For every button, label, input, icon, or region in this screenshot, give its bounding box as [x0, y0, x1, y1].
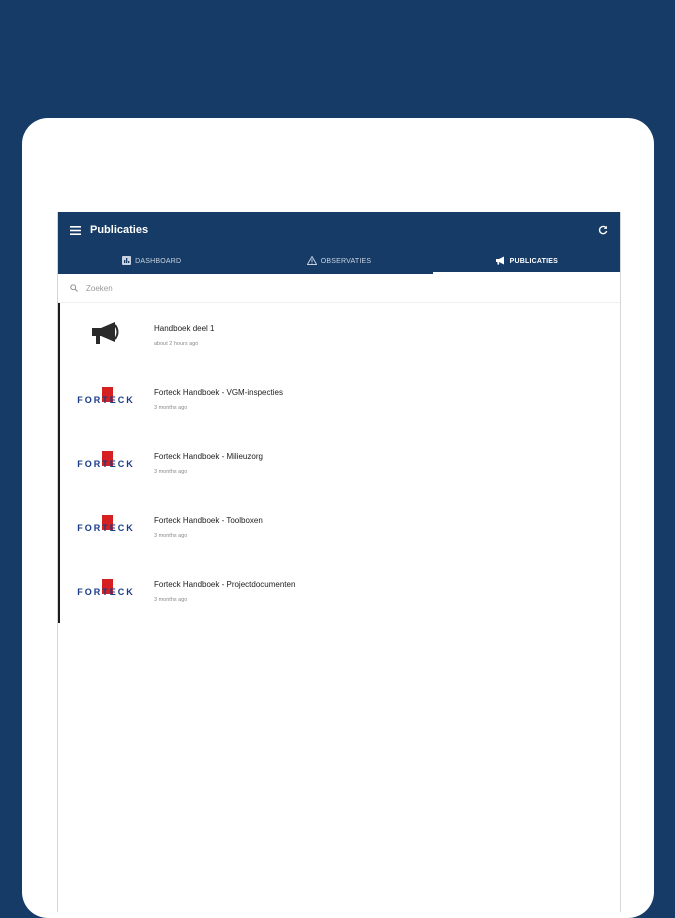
warning-icon: [307, 256, 317, 267]
item-title: Forteck Handboek - Projectdocumenten: [154, 579, 296, 589]
tab-dashboard[interactable]: [58, 248, 245, 274]
item-text: [154, 452, 263, 475]
forteck-logo: FORTECK: [77, 582, 135, 600]
tab-dashboard-label: DASHBOARD: [135, 257, 182, 265]
forteck-logo: FORTECK: [77, 518, 135, 536]
item-time: 3 months ago: [154, 404, 188, 411]
megaphone-icon: [90, 320, 122, 351]
item-time: about 2 hours ago: [154, 340, 199, 347]
item-title: Forteck Handboek - Toolboxen: [154, 515, 263, 525]
tab-observaties[interactable]: [245, 248, 432, 274]
item-time: 3 months ago: [154, 596, 188, 603]
item-time: 3 months ago: [154, 468, 188, 475]
item-thumbnail: [58, 582, 154, 600]
search-bar: [58, 274, 620, 303]
item-title: Forteck Handboek - VGM-inspecties: [154, 387, 283, 397]
tab-observaties-label: OBSERVATIES: [320, 257, 372, 265]
item-text: [154, 324, 215, 347]
list-item[interactable]: [58, 303, 620, 367]
list-item[interactable]: [58, 367, 620, 431]
dashboard-icon: [122, 256, 131, 267]
toolbar: [58, 212, 620, 248]
item-text: [154, 388, 283, 411]
item-text: [154, 580, 295, 603]
tab-publicaties-label: PUBLICATIES: [509, 257, 558, 265]
item-title: Forteck Handboek - Milieuzorg: [154, 451, 263, 461]
page-title: Publicaties: [90, 224, 149, 236]
item-time: 3 months ago: [154, 532, 188, 539]
item-thumbnail: [58, 518, 154, 536]
item-thumbnail: [58, 320, 154, 351]
menu-icon[interactable]: [68, 223, 82, 237]
search-input[interactable]: [84, 283, 288, 294]
app-bar: [58, 212, 620, 274]
forteck-logo: FORTECK: [77, 454, 135, 472]
item-text: [154, 516, 263, 539]
refresh-icon[interactable]: [596, 223, 610, 237]
megaphone-icon: [495, 256, 506, 267]
item-thumbnail: [58, 390, 154, 408]
forteck-logo: FORTECK: [77, 390, 135, 408]
list-item[interactable]: [58, 495, 620, 559]
list-item[interactable]: [58, 559, 620, 623]
tab-bar: [58, 248, 620, 274]
list-item[interactable]: [58, 431, 620, 495]
tab-publicaties[interactable]: [433, 248, 620, 274]
item-thumbnail: [58, 454, 154, 472]
app-screen: [57, 212, 621, 912]
item-title: Handboek deel 1: [154, 323, 215, 333]
search-icon: [70, 279, 78, 297]
publications-list: [58, 303, 620, 623]
